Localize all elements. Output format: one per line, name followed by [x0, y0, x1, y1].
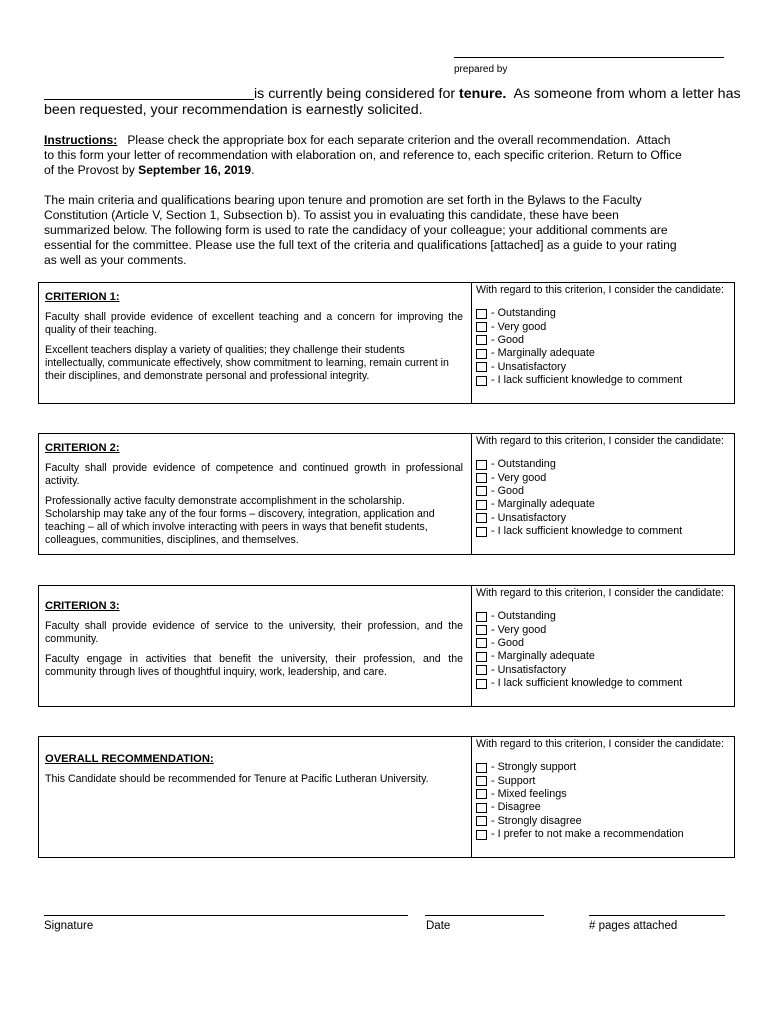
criterion-1-divider — [471, 283, 472, 403]
criterion-3-description: CRITERION 3: Faculty shall provide evidence of service to the university, their profession, and the community. Faculty engage in activities that benefit the university, their profession, and the community through lives of thoughtful inquiry, work, leadership, and care. — [45, 600, 463, 678]
option-marginally-adequate[interactable]: - Marginally adequate — [476, 347, 731, 360]
date-label: Date — [426, 920, 451, 932]
rating-prompt: With regard to this criterion, I consider the candidate: — [476, 738, 724, 750]
checkbox[interactable] — [476, 830, 487, 840]
checkbox[interactable] — [476, 679, 487, 689]
checkbox[interactable] — [476, 652, 487, 662]
instructions-label: Instructions: — [44, 133, 118, 147]
criterion-3-divider — [471, 586, 472, 706]
option-strongly-support[interactable]: - Strongly support — [476, 761, 731, 774]
date-line[interactable] — [425, 915, 544, 916]
checkbox[interactable] — [476, 473, 487, 483]
option-unsatisfactory[interactable]: - Unsatisfactory — [476, 664, 731, 677]
rating-prompt: With regard to this criterion, I consider the candidate: — [476, 587, 724, 599]
option-no-recommendation[interactable]: - I prefer to not make a recommendation — [476, 828, 731, 841]
overall-description: OVERALL RECOMMENDATION: This Candidate should be recommended for Tenure at Pacific Lutheran University. — [45, 753, 463, 786]
option-unsatisfactory[interactable]: - Unsatisfactory — [476, 512, 731, 525]
criterion-1-title: CRITERION 1: — [45, 291, 120, 303]
option-very-good[interactable]: - Very good — [476, 471, 731, 484]
deadline: September 16, 2019 — [138, 163, 252, 177]
signature-line[interactable] — [44, 915, 408, 916]
checkbox[interactable] — [476, 460, 487, 470]
checkbox[interactable] — [476, 362, 487, 372]
option-very-good[interactable]: - Very good — [476, 320, 731, 333]
intro-text: is currently being considered for tenure. As someone from whom a letter has been requested, your recommendation is earnestly solicited. — [44, 86, 741, 118]
criterion-2-rating — [476, 435, 731, 538]
criterion-2-title: CRITERION 2: — [45, 442, 120, 454]
pages-attached-label: # pages attached — [589, 920, 678, 932]
checkbox[interactable] — [476, 625, 487, 635]
option-mixed-feelings[interactable]: - Mixed feelings — [476, 788, 731, 801]
overall-divider — [471, 737, 472, 857]
checkbox[interactable] — [476, 776, 487, 786]
checkbox[interactable] — [476, 803, 487, 813]
criterion-1-box — [38, 282, 735, 404]
criterion-3-rating — [476, 587, 731, 690]
main-paragraph: The main criteria and qualifications bearing upon tenure and promotion are set forth in the Bylaws to the Faculty Constitution (Article V, Section 1, Subsection b). To assist you in evaluating this candidate, these have been summarized below. The following form is used to rate the candidacy of your colleague; your additional comments are essential for the committee. Please use the full text of the criteria and qualifications [attached] as a guide to your rating as well as your comments. — [44, 193, 677, 267]
prepared-by-line[interactable] — [454, 57, 724, 58]
checkbox[interactable] — [476, 816, 487, 826]
checkbox[interactable] — [476, 309, 487, 319]
option-strongly-disagree[interactable]: - Strongly disagree — [476, 815, 731, 828]
checkbox[interactable] — [476, 486, 487, 496]
checkbox[interactable] — [476, 322, 487, 332]
option-unsatisfactory[interactable]: - Unsatisfactory — [476, 361, 731, 374]
option-outstanding[interactable]: - Outstanding — [476, 307, 731, 320]
checkbox[interactable] — [476, 612, 487, 622]
criterion-1-description: CRITERION 1: Faculty shall provide evidence of excellent teaching and a concern for improving the quality of their teaching. Excellent teachers display a variety of qualities; they challenge their students intellectually, communicate effectively, show commitment to learning, remain current in their disciplines, and demonstrate personal and professional integrity. — [45, 291, 463, 382]
prepared-by-label: prepared by — [454, 64, 508, 75]
rating-prompt: With regard to this criterion, I consider the candidate: — [476, 435, 724, 447]
option-good[interactable]: - Good — [476, 485, 731, 498]
rating-prompt: With regard to this criterion, I consider the candidate: — [476, 284, 724, 296]
option-lack-knowledge[interactable]: - I lack sufficient knowledge to comment — [476, 677, 731, 690]
option-disagree[interactable]: - Disagree — [476, 801, 731, 814]
checkbox[interactable] — [476, 638, 487, 648]
option-good[interactable]: - Good — [476, 637, 731, 650]
checkbox[interactable] — [476, 513, 487, 523]
overall-recommendation-box — [38, 736, 735, 858]
pages-attached-line[interactable] — [589, 915, 725, 916]
criterion-2-divider — [471, 434, 472, 554]
checkbox[interactable] — [476, 349, 487, 359]
overall-title: OVERALL RECOMMENDATION: — [45, 753, 214, 765]
criterion-2-box — [38, 433, 735, 555]
option-marginally-adequate[interactable]: - Marginally adequate — [476, 498, 731, 511]
checkbox[interactable] — [476, 500, 487, 510]
checkbox[interactable] — [476, 763, 487, 773]
option-lack-knowledge[interactable]: - I lack sufficient knowledge to comment — [476, 374, 731, 387]
criterion-1-rating — [476, 284, 731, 387]
instructions: Instructions: Please check the appropriate box for each separate criterion and the overall recommendation. Attach to this form your letter of recommendation with elaboration on, and reference to, each specific criterion. Return to Office of the Provost by September 16, 2019. — [44, 133, 682, 177]
criterion-3-box — [38, 585, 735, 707]
checkbox[interactable] — [476, 376, 487, 386]
option-marginally-adequate[interactable]: - Marginally adequate — [476, 650, 731, 663]
option-outstanding[interactable]: - Outstanding — [476, 610, 731, 623]
checkbox[interactable] — [476, 527, 487, 537]
option-very-good[interactable]: - Very good — [476, 623, 731, 636]
option-good[interactable]: - Good — [476, 334, 731, 347]
criterion-2-description: CRITERION 2: Faculty shall provide evidence of competence and continued growth in professional activity. Professionally active faculty demonstrate accomplishment in the scholarship. Scholarship may take any of the four forms – discovery, integration, application and teaching – all of which involve interacting with peers in ways that benefit students, colleagues, communities, disciplines, and themselves. — [45, 442, 463, 546]
criterion-3-title: CRITERION 3: — [45, 600, 120, 612]
checkbox[interactable] — [476, 665, 487, 675]
overall-rating — [476, 738, 731, 841]
option-support[interactable]: - Support — [476, 774, 731, 787]
option-outstanding[interactable]: - Outstanding — [476, 458, 731, 471]
signature-label: Signature — [44, 920, 94, 932]
option-lack-knowledge[interactable]: - I lack sufficient knowledge to comment — [476, 525, 731, 538]
checkbox[interactable] — [476, 789, 487, 799]
checkbox[interactable] — [476, 335, 487, 345]
